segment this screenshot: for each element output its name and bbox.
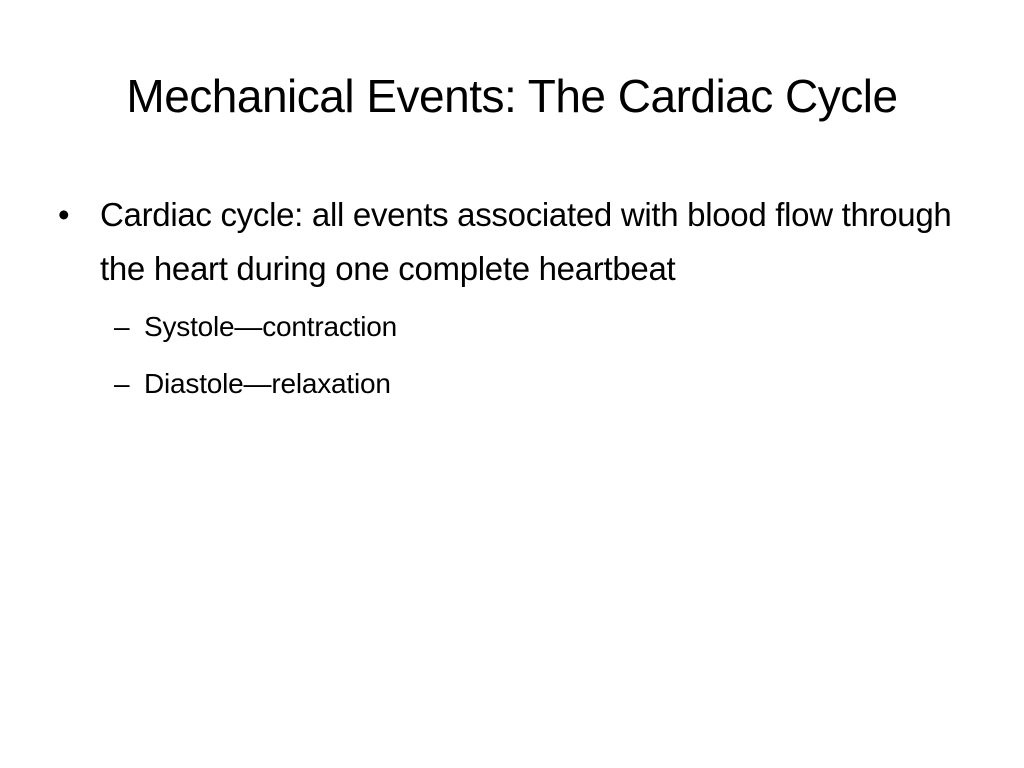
bullet-text: Cardiac cycle: all events associated with blood flow through the heart during one complete heartbeat: [100, 196, 952, 287]
sub-bullet-marker: –: [114, 311, 130, 342]
sub-bullet-text-diastole: Diastole—relaxation: [144, 368, 391, 399]
sub-bullet-text-systole: Systole—contraction: [144, 311, 397, 342]
slide-title: Mechanical Events: The Cardiac Cycle: [126, 70, 898, 122]
bullet-marker: •: [58, 196, 70, 233]
bullet-item: [58, 188, 968, 412]
sub-bullet-item: [100, 298, 968, 355]
bullet-list: [58, 188, 968, 412]
sub-bullet-list: [100, 298, 968, 412]
sub-bullet-marker: –: [114, 368, 130, 399]
sub-bullet-item: [100, 355, 968, 412]
